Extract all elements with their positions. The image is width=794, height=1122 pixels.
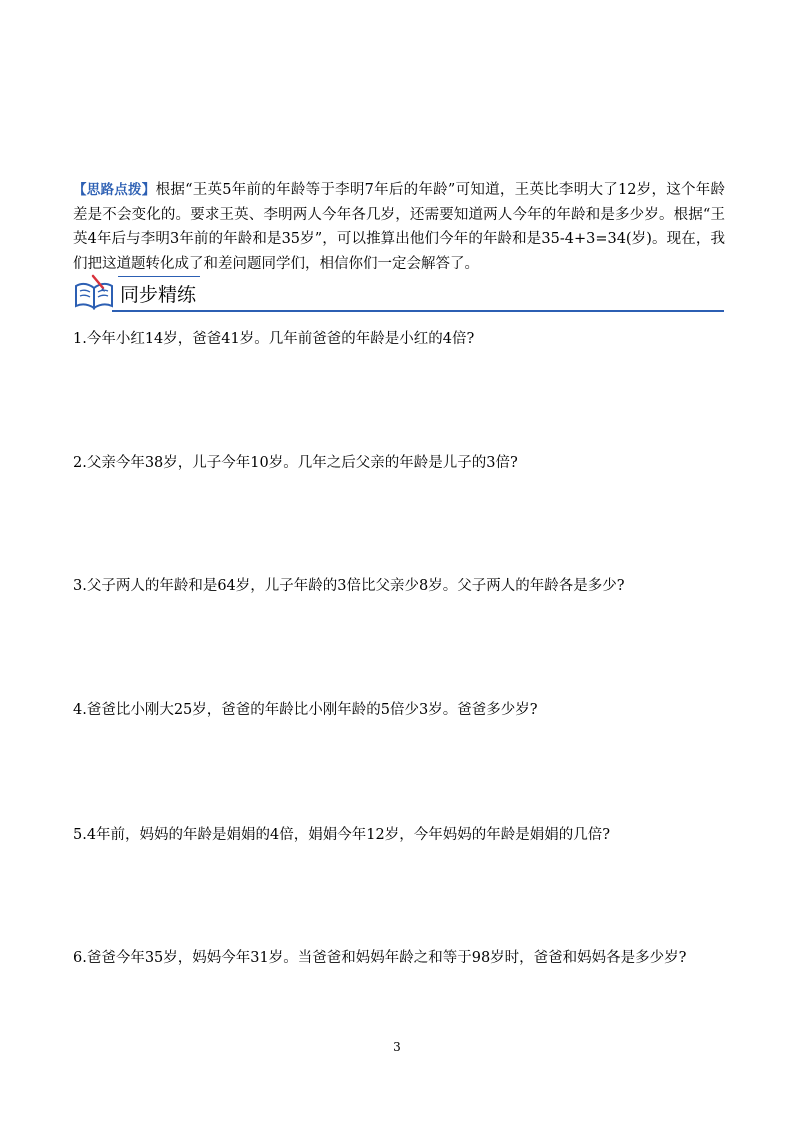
question-2: 2.父亲今年38岁，儿子今年10岁。几年之后父亲的年龄是儿子的3倍? (73, 455, 518, 471)
hint-paragraph (73, 178, 725, 276)
hint-text: 根据“王英5年前的年龄等于李明7年后的年龄”可知道，王英比李明大了12岁，这个年龄差是不会变化的。要求王英、李明两人今年各几岁，还需要知道两人今年的年龄和是多少岁。根据“王英4年后与李明3年前的年龄和是35岁”，可以推算出他们今年的年龄和是35-4+3=34(岁)。现在，我们把这道题转化成了和差问题同学们，相信你们一定会解答了。 (73, 182, 725, 272)
section-title: 同步精练 (120, 284, 197, 306)
question-1: 1.今年小红14岁，爸爸41岁。几年前爸爸的年龄是小红的4倍? (73, 331, 475, 347)
question-6: 6.爸爸今年35岁，妈妈今年31岁。当爸爸和妈妈年龄之和等于98岁时，爸爸和妈妈各是多少岁? (73, 950, 687, 966)
hint-label: 【思路点拨】 (73, 182, 156, 198)
section-header (72, 272, 724, 314)
section-bottom-divider (112, 310, 724, 312)
question-4: 4.爸爸比小刚大25岁，爸爸的年龄比小刚年龄的5倍少3岁。爸爸多少岁? (73, 702, 538, 718)
question-5: 5.4年前，妈妈的年龄是娟娟的4倍，娟娟今年12岁，今年妈妈的年龄是娟娟的几倍? (73, 827, 611, 843)
page-number: 3 (393, 1040, 401, 1054)
book-icon (72, 272, 116, 312)
section-top-divider (118, 276, 200, 277)
question-3: 3.父子两人的年龄和是64岁，儿子年龄的3倍比父亲少8岁。父子两人的年龄各是多少? (73, 578, 625, 594)
